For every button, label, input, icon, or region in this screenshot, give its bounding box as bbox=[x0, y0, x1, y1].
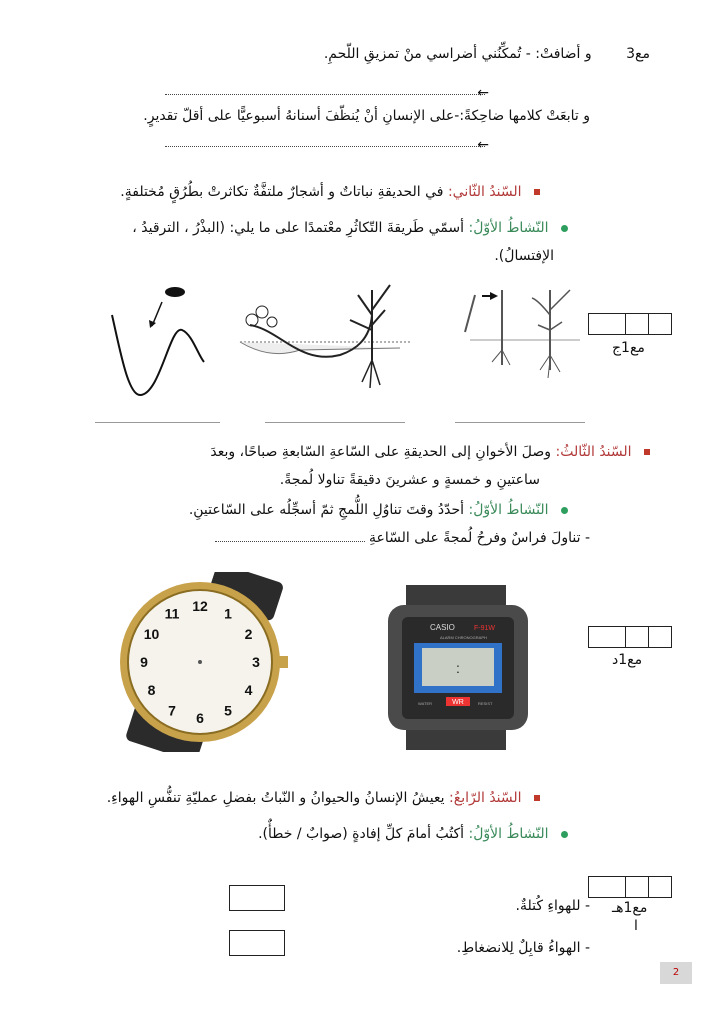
sanad-label: السّندُ الرّابعُ: bbox=[449, 790, 522, 806]
watch-model: F-91W bbox=[474, 625, 495, 632]
answer-line-layering[interactable] bbox=[265, 422, 405, 423]
code-h: مع1هـ bbox=[612, 900, 648, 916]
watch-subtitle: ALARM CHRONOGRAPH bbox=[440, 635, 487, 640]
activity-text: أسمّي طَريقةَ التّكاثُرِ معْتمدًا على ما يلي: (البذْرُ ، الترقيدُ ، bbox=[132, 220, 465, 236]
red-bullet-icon bbox=[644, 449, 650, 455]
green-bullet-icon bbox=[561, 507, 568, 514]
red-bullet-icon bbox=[534, 795, 540, 801]
seed-illustration bbox=[112, 287, 204, 395]
dial-number: 8 bbox=[147, 682, 156, 698]
sanad-3-cont: ساعتينِ و خمسةٍ و عشرينَ دقيقةً تناولا لُمجةً. bbox=[279, 472, 540, 488]
sanad-4 bbox=[107, 790, 540, 806]
statement-q2: - الهواءُ قابِلٌ لِلانضغاطِ. bbox=[456, 940, 590, 956]
grading-boxes-h bbox=[588, 876, 672, 898]
answer-line-cutting[interactable] bbox=[455, 422, 585, 423]
statement-text: و أضافتْ: - تُمكِّنُني أضراسي منْ تمزيقِ اللّحمِ. bbox=[323, 46, 592, 62]
activity-3 bbox=[258, 826, 568, 842]
answer-box-1[interactable] bbox=[229, 885, 285, 911]
green-bullet-icon bbox=[561, 831, 568, 838]
code-j: مع1ج bbox=[612, 340, 645, 356]
dial-number: 7 bbox=[168, 702, 176, 719]
line-statement-2: و تابعَتْ كلامها ضاحِكةً:-على الإنسانِ أنْ يُنظّفَ أسنانهُ أسبوعيًّا على أقلّ تقديرٍ. bbox=[143, 108, 590, 124]
digital-watch bbox=[378, 585, 538, 750]
answer-line-seed[interactable] bbox=[95, 422, 220, 423]
arrow-left-icon: ← bbox=[477, 85, 489, 101]
grading-boxes-d bbox=[588, 626, 672, 648]
sanad-text: يعيشُ الإنسانُ والحيوانُ و النّباتُ بفضلِ عمليّةِ تنفُّسِ الهواءِ. bbox=[106, 790, 445, 806]
code-d: مع1د bbox=[612, 652, 643, 668]
activity-text: - تناولَ فراسٌ وفرحُ لُمجةً على السّاعةِ bbox=[368, 530, 590, 546]
sanad-label: السّندُ الثّاني: bbox=[447, 184, 522, 200]
watch-water: WATER bbox=[418, 701, 432, 706]
dial-number: 10 bbox=[143, 626, 160, 642]
dial-number: 4 bbox=[244, 682, 253, 698]
dial-number: 11 bbox=[164, 605, 180, 622]
dial-number: 1 bbox=[224, 605, 232, 622]
dial-number: 3 bbox=[252, 654, 260, 670]
reproduction-illustrations bbox=[100, 270, 590, 400]
code-label: مع3 bbox=[626, 46, 650, 62]
sanad-3 bbox=[210, 444, 650, 460]
answer-box-2[interactable] bbox=[229, 930, 285, 956]
activity-label: النّشاطُ الأوّلُ: bbox=[468, 502, 549, 518]
arrow-left-icon: ← bbox=[477, 137, 489, 153]
cutting-illustration bbox=[465, 290, 580, 378]
activity-label: النّشاطُ الأوّلُ: bbox=[468, 220, 549, 236]
dial-number: 5 bbox=[224, 702, 232, 719]
answer-line-2 bbox=[165, 137, 489, 153]
activity-1 bbox=[132, 220, 568, 236]
green-bullet-icon bbox=[561, 225, 568, 232]
watch-brand: CASIO bbox=[430, 623, 455, 632]
dial-number: 6 bbox=[196, 710, 204, 726]
layering-illustration bbox=[240, 285, 410, 388]
code-h-sub: ا bbox=[634, 918, 638, 934]
watch-colon: : bbox=[456, 660, 460, 676]
activity-2 bbox=[189, 502, 568, 518]
activity-text: أحدّدُ وقتَ تناوُلِ اللُّمجِ ثمّ أسجِّلُه على السّاعتينِ. bbox=[188, 502, 465, 518]
statement-q1: - للهواءِ كُتلةٌ. bbox=[515, 898, 590, 914]
activity-2-line bbox=[215, 530, 590, 546]
page-number: 2 bbox=[660, 962, 692, 984]
activity-1-cont: الإفتسالُ). bbox=[494, 248, 554, 264]
time-answer-line[interactable] bbox=[215, 541, 365, 542]
sanad-text: وصلَ الأخوانِ إلى الحديقةِ على السّاعةِ السّابعةِ صباحًا، وبعدَ bbox=[210, 444, 552, 460]
dial-number: 12 bbox=[192, 598, 208, 614]
activity-text: أكتُبُ أمامَ كلِّ إفادةٍ (صوابٌ / خطأٌ). bbox=[258, 826, 465, 842]
grading-boxes-j bbox=[588, 313, 672, 335]
sanad-2 bbox=[120, 184, 540, 200]
watch-resist: RESIST bbox=[478, 701, 493, 706]
activity-label: النّشاطُ الأوّلُ: bbox=[468, 826, 549, 842]
analog-watch bbox=[110, 572, 300, 752]
answer-line-1 bbox=[165, 85, 489, 101]
sanad-text: في الحديقةِ نباتاتٌ و أشجارٌ ملتفَّةٌ تكاثرتْ بطُرُقٍ مُختلفةٍ. bbox=[120, 184, 444, 200]
sanad-label: السّندُ الثّالثُ: bbox=[555, 444, 632, 460]
dial-number: 2 bbox=[244, 626, 253, 642]
dial-number: 9 bbox=[140, 654, 148, 670]
line-statement-1 bbox=[324, 46, 650, 62]
red-bullet-icon bbox=[534, 189, 540, 195]
watch-wr: WR bbox=[452, 699, 464, 706]
